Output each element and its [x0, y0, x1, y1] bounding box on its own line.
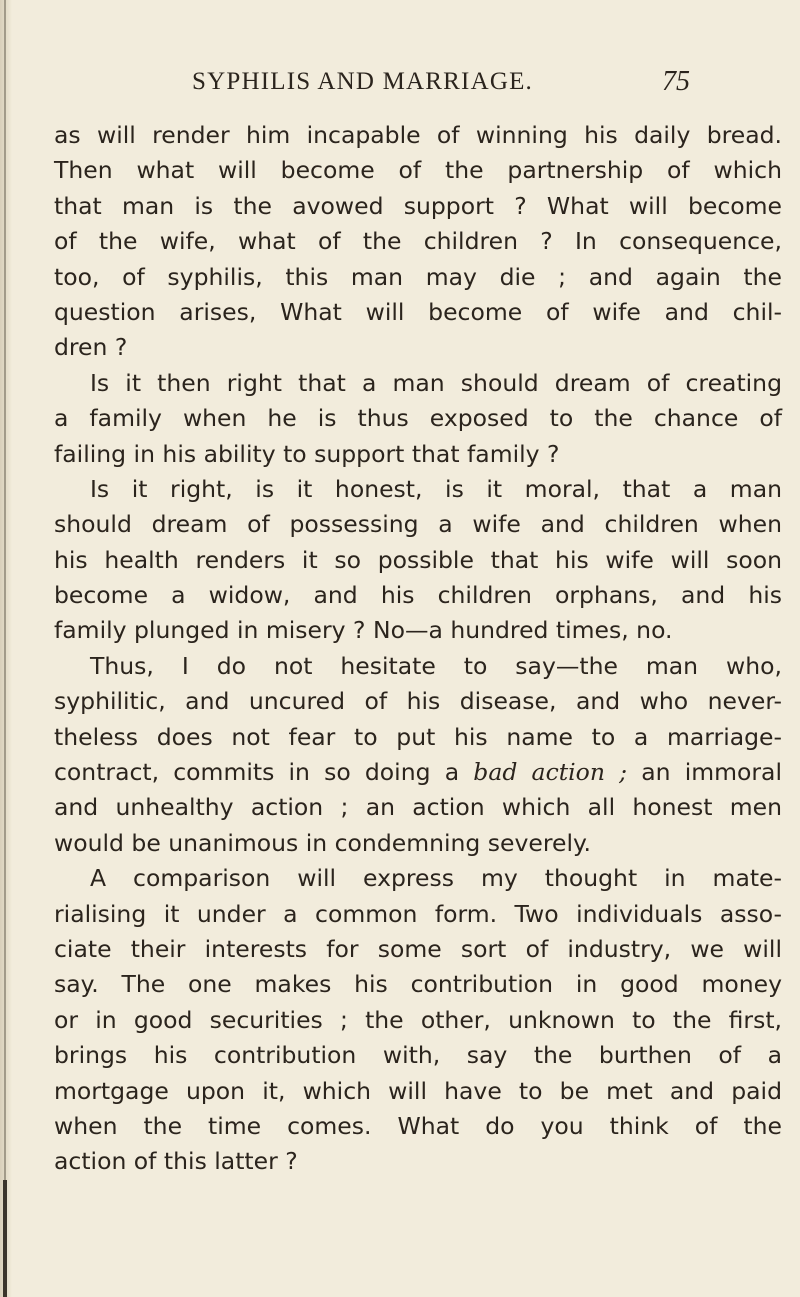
text-line: say. The one makes his contribution in good money — [54, 970, 782, 999]
text-line: as will render him incapable of winning his daily bread. — [54, 121, 782, 149]
text-line: rialising it under a common form. Two individuals asso- — [54, 899, 782, 928]
paragraph-first-line: Thus, I do not hesitate to say—the man who, — [90, 651, 782, 680]
text-line: when the time comes. What do you think of the — [54, 1111, 782, 1140]
binding-edge-shadow — [3, 1180, 7, 1297]
paragraph-first-line: Is it then right that a man should dream of creating — [90, 368, 782, 397]
text-line: that man is the avowed support ? What will become — [54, 191, 782, 220]
text-line: question arises, What will become of wife and chil- — [54, 297, 782, 326]
text-line: mortgage upon it, which will have to be met and paid — [54, 1076, 782, 1105]
text-line: or in good securities ; the other, unknown to the first, — [54, 1005, 782, 1034]
page-header — [0, 68, 800, 108]
text-line: a family when he is thus exposed to the chance of — [54, 404, 782, 433]
line-part: an immoral — [627, 758, 782, 787]
text-line: Then what will become of the partnership of which — [54, 156, 782, 185]
text-line: syphilitic, and uncured of his disease, and who never- — [54, 687, 782, 716]
text-line: should dream of possessing a wife and children when — [54, 510, 782, 539]
text-line: become a widow, and his children orphans, and his — [54, 581, 782, 610]
text-line: and unhealthy action ; an action which all honest men — [54, 793, 782, 822]
paragraph-first-line: Is it right, is it honest, is it moral, that a man — [90, 474, 782, 503]
running-head: SYPHILIS AND MARRIAGE. — [192, 68, 534, 95]
text-line: brings his contribution with, say the burthen of a — [54, 1041, 782, 1070]
text-line: family plunged in misery ? No—a hundred times, no. — [54, 616, 673, 645]
text-line: action of this latter ? — [54, 1147, 298, 1176]
text-line-with-italic — [54, 755, 782, 790]
line-part: contract, commits in so doing a — [54, 758, 474, 787]
text-line: his health renders it so possible that his wife will soon — [54, 545, 782, 574]
text-line: ciate their interests for some sort of industry, we will — [54, 934, 782, 963]
page-number: 75 — [662, 66, 690, 97]
text-line: dren ? — [54, 333, 128, 362]
italic-phrase: bad action ; — [473, 758, 628, 787]
text-line: of the wife, what of the children ? In consequence, — [54, 227, 782, 256]
text-line: too, of syphilis, this man may die ; and again the — [54, 262, 782, 291]
text-line: would be unanimous in condemning severely. — [54, 828, 592, 857]
paragraph-first-line: A comparison will express my thought in mate- — [90, 864, 782, 893]
text-line: theless does not fear to put his name to a marriage- — [54, 722, 782, 751]
page-gutter — [0, 0, 12, 1297]
binding-edge — [4, 0, 6, 1297]
body-text — [54, 118, 782, 1180]
text-line: failing in his ability to support that family ? — [54, 439, 560, 468]
